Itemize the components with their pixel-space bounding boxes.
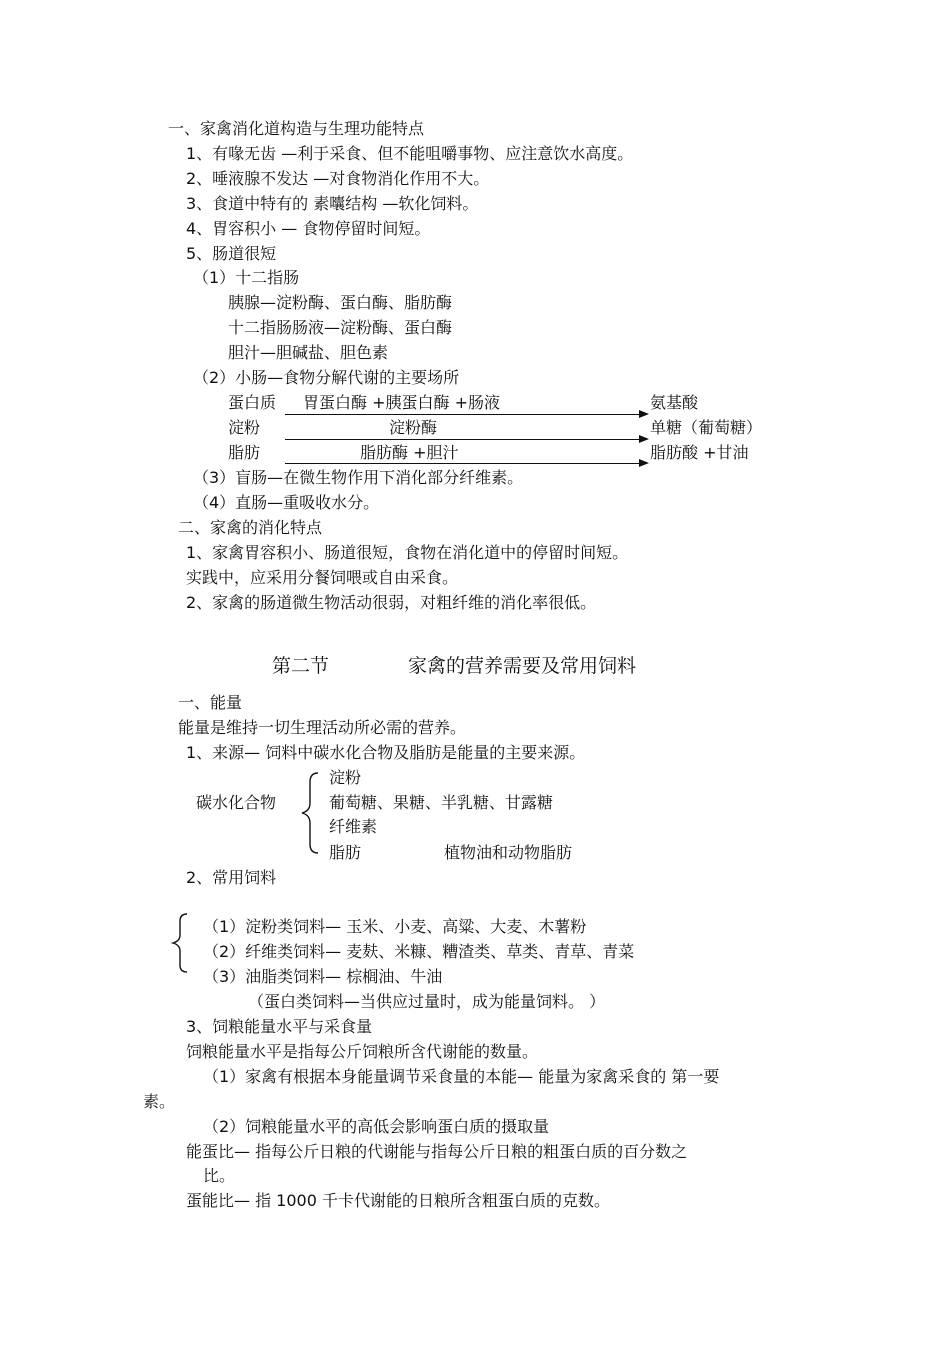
- duodenum-row: 胆汁—胆碱盐、胆色素: [228, 343, 389, 362]
- duodenum-row: 胰腺—淀粉酶、蛋白酶、脂肪酶: [228, 293, 453, 312]
- list-item: 4、胃容积小 — 食物停留时间短。: [186, 219, 431, 238]
- reaction-arrow: [285, 463, 647, 464]
- small-intestine-label: （2）小肠—食物分解代谢的主要场所: [193, 368, 460, 387]
- list-item: 1、有喙无齿 —利于采食、但不能咀嚼事物、应注意饮水高度。: [186, 144, 634, 163]
- paragraph: 能蛋比— 指每公斤日粮的代谢能与指每公斤日粮的粗蛋白质的百分数之: [186, 1142, 688, 1161]
- feeds-heading: 2、常用饲料: [186, 868, 277, 887]
- brace-icon: [170, 912, 192, 974]
- heading-2: 二、家禽的消化特点: [178, 518, 323, 537]
- list-item: 5、肠道很短: [186, 244, 277, 263]
- enzyme-label: 淀粉酶: [389, 418, 438, 437]
- product-label: 脂肪酸 +甘油: [650, 443, 749, 462]
- paragraph: （2）饲粮能量水平的高低会影响蛋白质的摄取量: [203, 1117, 550, 1136]
- duodenum-label: （1）十二指肠: [193, 268, 300, 287]
- product-label: 氨基酸: [650, 393, 699, 412]
- substrate-label: 脂肪: [228, 443, 261, 462]
- list-item: 3、食道中特有的 素囔结构 —软化饲料。: [186, 194, 479, 213]
- fat-desc: 植物油和动物脂肪: [444, 843, 573, 862]
- carb-item: 纤维素: [329, 817, 378, 836]
- paragraph: 实践中，应采用分餐饲喂或自由采食。: [186, 568, 459, 587]
- paragraph: （1）家禽有根据本身能量调节采食量的本能— 能量为家禽采食的 第一要: [203, 1067, 720, 1086]
- enzyme-label: 脂肪酶 +胆汁: [360, 443, 459, 462]
- feed-item: （1）淀粉类饲料— 玉米、小麦、高粱、大麦、木薯粉: [203, 917, 587, 936]
- list-item: 2、唾液腺不发达 —对食物消化作用不大。: [186, 169, 490, 188]
- paragraph: 蛋能比— 指 1000 千卡代谢能的日粮所含粗蛋白质的克数。: [186, 1191, 610, 1210]
- reaction-arrow: [285, 414, 647, 415]
- duodenum-row: 十二指肠肠液—淀粉酶、蛋白酶: [228, 318, 453, 337]
- carb-label: 碳水化合物: [196, 793, 277, 812]
- cecum-text: （3）盲肠—在微生物作用下消化部分纤维素。: [193, 468, 524, 487]
- feed-item: （3）油脂类饲料— 棕榈油、牛油: [203, 967, 443, 986]
- section-title: 家禽的营养需要及常用饲料: [408, 655, 637, 677]
- paragraph: 1、来源— 饲料中碳水化合物及脂肪是能量的主要来源。: [186, 743, 586, 762]
- protein-note: （蛋白类饲料—当供应过量时，成为能量饲料。 ）: [248, 992, 606, 1011]
- section-number: 第二节: [272, 655, 330, 677]
- paragraph: 饲粮能量水平是指每公斤饲粮所含代谢能的数量。: [186, 1042, 539, 1061]
- product-label: 单糖（葡萄糖）: [650, 418, 763, 437]
- paragraph: 1、家禽胃容积小、肠道很短，食物在消化道中的停留时间短。: [186, 543, 629, 562]
- heading-1: 一、家禽消化道构造与生理功能特点: [168, 119, 425, 138]
- enzyme-label: 胃蛋白酶 +胰蛋白酶 +肠液: [303, 393, 500, 412]
- paragraph: 素。: [143, 1092, 176, 1111]
- energy-heading: 一、能量: [178, 693, 243, 712]
- brace-icon: [298, 770, 322, 856]
- fat-label: 脂肪: [329, 843, 362, 862]
- substrate-label: 蛋白质: [228, 393, 277, 412]
- carb-item: 淀粉: [329, 768, 362, 787]
- paragraph: 2、家禽的肠道微生物活动很弱，对粗纤维的消化率很低。: [186, 593, 597, 612]
- substrate-label: 淀粉: [228, 418, 261, 437]
- paragraph: 能量是维持一切生理活动所必需的营养。: [178, 718, 467, 737]
- carb-item: 葡萄糖、果糖、半乳糖、甘露糖: [329, 793, 554, 812]
- feed-item: （2）纤维类饲料— 麦麸、米糠、糟渣类、草类、青草、青菜: [203, 942, 635, 961]
- reaction-arrow: [285, 439, 647, 440]
- level-heading: 3、饲粮能量水平与采食量: [186, 1017, 373, 1036]
- paragraph: 比。: [203, 1166, 236, 1185]
- rectum-text: （4）直肠—重吸收水分。: [193, 493, 380, 512]
